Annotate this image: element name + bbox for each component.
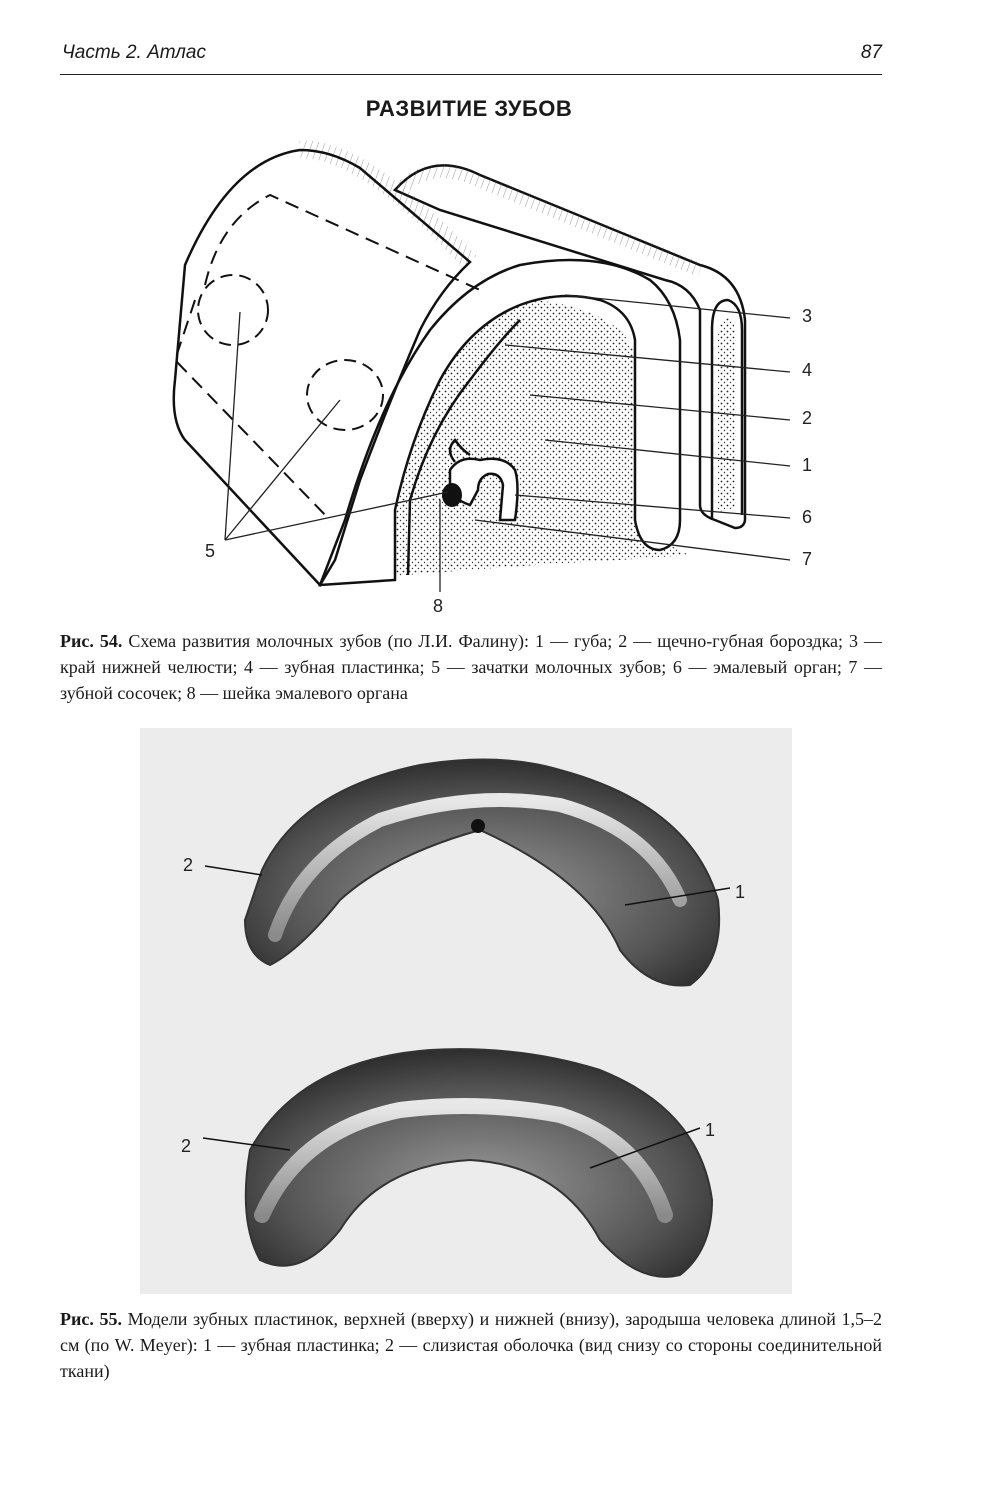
fig54-label-3: 3	[802, 306, 813, 326]
figure-55-ref: Рис. 55.	[60, 1309, 122, 1329]
fig54-label-7: 7	[802, 549, 813, 569]
fig54-label-1: 1	[802, 455, 813, 475]
figure-55-caption	[60, 1306, 882, 1384]
page-number: 87	[860, 42, 882, 63]
fig55-lower-label-2: 2	[181, 1136, 192, 1156]
figure-54-ref: Рис. 54.	[60, 631, 123, 651]
fig54-label-2: 2	[802, 408, 813, 428]
fig54-label-8: 8	[433, 596, 444, 616]
section-title: РАЗВИТИЕ ЗУБОВ	[365, 96, 573, 121]
fig54-label-5: 5	[205, 541, 216, 561]
figure-55-caption-text: Модели зубных пластинок, верхней (вверху) и нижней (внизу), зародыша человека длиной 1,5–2 см (по W. Meyer): 1 — зубная пластинка; 2 — слизистая оболочка (вид снизу со стороны соединительной ткани)	[60, 1309, 883, 1381]
fig55-upper-label-1: 1	[735, 882, 746, 902]
fig55-upper-label-2: 2	[183, 855, 194, 875]
fig55-lower-label-1: 1	[705, 1120, 716, 1140]
upper-midline-notch	[471, 819, 485, 833]
fig54-label-6: 6	[802, 507, 813, 527]
figure-54-caption-text: Схема развития молочных зубов (по Л.И. Фалину): 1 — губа; 2 — щечно-губная бороздка; 3 — край нижней челюсти; 4 — зубная пластинка; 5 — зачатки молочных зубов; 6 — эмалевый орган; 7 — зубной сосочек; 8 — шейка эмалевого органа	[60, 631, 882, 703]
fig54-label-4: 4	[802, 360, 813, 380]
running-header-section: Часть 2. Атлас	[62, 42, 206, 63]
